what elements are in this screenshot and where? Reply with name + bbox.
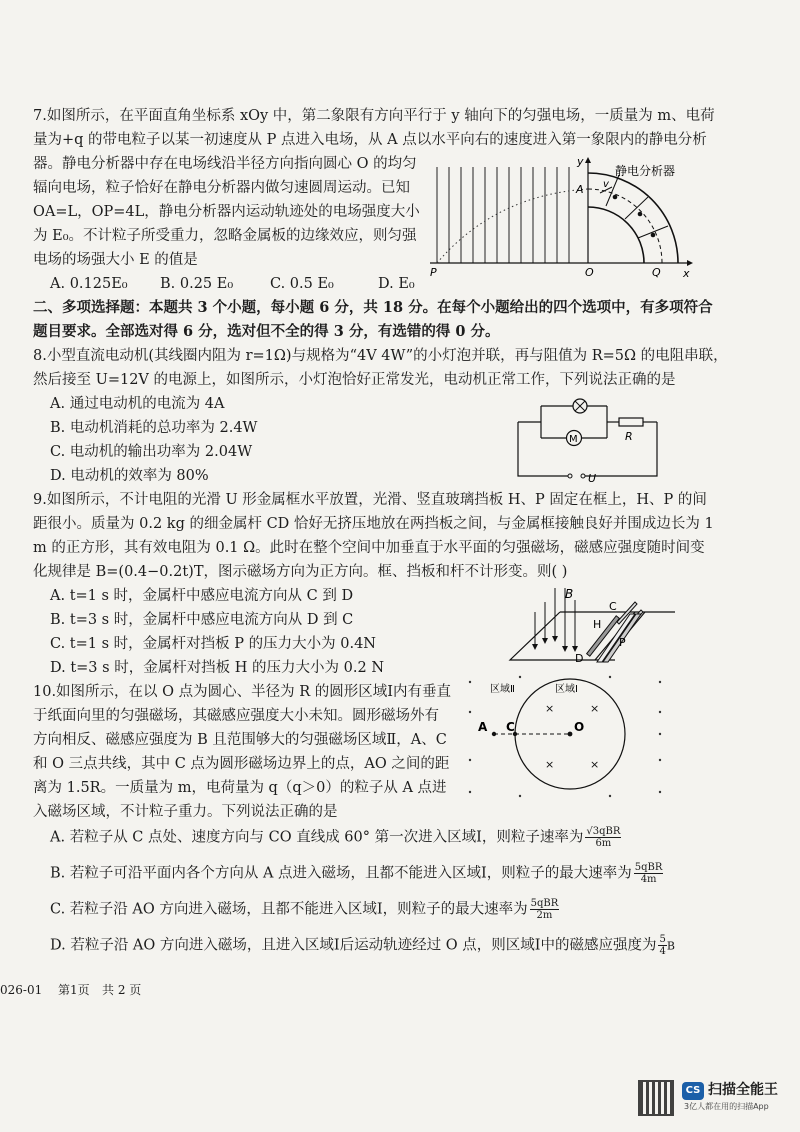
q9-fig-h: H [593,618,602,631]
q7-figure [425,155,695,280]
q10-fig-region1: 区域Ⅰ [555,684,578,695]
watermark-brand: 扫描全能王 [708,1082,778,1098]
q10-fig-o: O [574,720,585,734]
q8-line2: 然后接至 U=12V 的电源上，如图所示，小灯泡恰好正常发光，电动机正常工作，下列说法正确的是 [33,372,676,388]
q10-line2: 于纸面向里的匀强磁场，其磁感应强度大小未知。圆形磁场外有 [33,708,439,724]
q7-fig-analyzer: 静电分析器 [615,164,676,178]
q10-line5: 离为 1.5R。一质量为 m，电荷量为 q（q＞0）的粒子从 A 点进 [33,780,447,796]
watermark-sub: 3亿人都在用的扫描App [684,1102,769,1111]
q9-option-d: D. t=3 s 时，金属杆对挡板 H 的压力大小为 0.2 N [50,660,385,676]
q7-line6: 为 E₀。不计粒子所受重力，忽略金属板的边缘效应，则匀强 [33,228,417,244]
q7-option-a: A. 0.125E₀ [50,276,128,292]
q7-line3: 器。静电分析器中存在电场线沿半径方向指向圆心 O 的均匀 [33,156,417,172]
q7-option-b: B. 0.25 E₀ [160,276,234,292]
q10-fig-region2: 区域Ⅱ [490,684,515,695]
q7-line5: OA=L，OP=4L，静电分析器内运动轨迹处的电场强度大小 [33,204,420,220]
footer-total: 共 2 页 [102,983,142,997]
q10-line1: 10.如图所示，在以 O 点为圆心、半径为 R 的圆形区域Ⅰ内有垂直 [33,684,452,700]
q9-figure [505,582,680,667]
q9-fig-c: C [609,600,617,613]
q8-option-b: B. 电动机消耗的总功率为 2.4W [50,420,258,436]
section2-line2: 题目要求。全部选对得 6 分，选对但不全的得 3 分，有选错的得 0 分。 [33,323,500,340]
svg-text:×: × [590,758,600,771]
q9-line1: 9.如图所示，不计电阻的光滑 U 形金属框水平放置，光滑、竖直玻璃挡板 H、P 固定在框上，H、P 的间 [33,492,707,508]
qr-code-icon [638,1080,674,1116]
q10-option-c: C. 若粒子沿 AO 方向进入磁场，且都不能进入区域Ⅰ，则粒子的最大速率为 $\frac{\text{5qBR}}{2m}$ [50,898,559,921]
q7-line7: 电场的场强大小 E 的值是 [33,252,198,268]
q10-line6: 入磁场区域，不计粒子重力。下列说法正确的是 [33,804,338,820]
q10-fig-c: C [506,720,515,734]
q8-line1: 8.小型直流电动机(其线圈内阻为 r=1Ω)与规格为“4V 4W”的小灯泡并联，再与阻值为 R=5Ω 的电阻串联， [33,348,728,364]
q7-fig-o: O [585,266,594,279]
q8-fig-r: R [625,430,633,443]
q10-fig-a: A [478,720,488,734]
q9-option-b: B. t=3 s 时，金属杆中感应电流方向从 D 到 C [50,612,354,628]
q9-option-a: A. t=1 s 时，金属杆中感应电流方向从 C 到 D [50,588,354,604]
camscanner-logo-icon: CS [682,1082,704,1100]
q9-line3: m 的正方形，其有效电阻为 0.1 Ω。此时在整个空间中加垂直于水平面的匀强磁场，磁感应强度随时间变 [33,540,705,556]
q9-fig-b: B [565,587,574,601]
q10-line4: 和 O 三点共线，其中 C 点为圆形磁场边界上的点，AO 之间的距 [33,756,450,772]
q10-option-a: A. 若粒子从 C 点处、速度方向与 CO 直线成 60° 第一次进入区域Ⅰ，则粒子速率为 $\frac{\text{√3qBR}}{6m}$ [50,826,621,849]
q8-fig-motor: M [569,434,578,445]
q8-option-a: A. 通过电动机的电流为 4A [50,396,225,412]
q7-line1: 7.如图所示，在平面直角坐标系 xOy 中，第二象限有方向平行于 y 轴向下的匀强电场，一质量为 m、电荷 [33,108,715,124]
q10-option-d: D. 若粒子沿 AO 方向进入磁场，且进入区域Ⅰ后运动轨迹经过 O 点，则区域Ⅰ中的磁感应强度为 $\frac{5}{4}$ B [50,934,675,957]
q7-line2: 量为+q 的带电粒子以某一初速度从 P 点进入电场，从 A 点以水平向右的速度进入第一象限内的静电分析 [33,132,707,148]
svg-text:×: × [545,758,555,771]
q8-circuit-figure [513,392,663,484]
q7-fig-q: Q [652,266,661,279]
q9-line2: 距很小。质量为 0.2 kg 的细金属杆 CD 恰好无挤压地放在两挡板之间，与金属框接触良好并围成边长为 1 [33,516,714,532]
q10-option-b: B. 若粒子可沿平面内各个方向从 A 点进入磁场，且都不能进入区域Ⅰ，则粒子的最大速率为 $\frac{\text{5qBR}}{4m}$ [50,862,663,885]
q9-line4: 化规律是 B=(0.4−0.2t)T，图示磁场方向为正方向。框、挡板和杆不计形变。则( ) [33,564,568,580]
q8-option-c: C. 电动机的输出功率为 2.04W [50,444,253,460]
q7-fig-a: A [576,183,584,196]
q7-fig-v: v [603,179,609,190]
q7-option-d: D. E₀ [378,276,415,292]
q10-line3: 方向相反、磁感应强度为 B 且范围够大的匀强磁场区域Ⅱ，A、C [33,732,447,748]
q7-fig-p: P [430,266,437,279]
q8-fig-u: U [588,472,597,484]
footer-page: 第1页 [58,983,90,997]
svg-text:×: × [590,702,600,715]
q7-line4: 辐向电场，粒子恰好在静电分析器内做匀速圆周运动。已知 [33,180,410,196]
q7-fig-y: y [577,155,584,168]
q8-option-d: D. 电动机的效率为 80% [50,468,209,484]
q9-fig-p: P [619,636,626,649]
footer-code: 026-01 [0,983,43,997]
q7-option-c: C. 0.5 E₀ [270,276,334,292]
q9-option-c: C. t=1 s 时，金属杆对挡板 P 的压力大小为 0.4N [50,636,376,652]
q10-figure [460,672,670,802]
q9-fig-d: D [575,652,584,665]
svg-text:×: × [545,702,555,715]
q7-fig-x: x [683,267,690,280]
section2-line1: 二、多项选择题：本题共 3 个小题，每小题 6 分，共 18 分。在每个小题给出的四个选项中，有多项符合 [33,299,713,316]
